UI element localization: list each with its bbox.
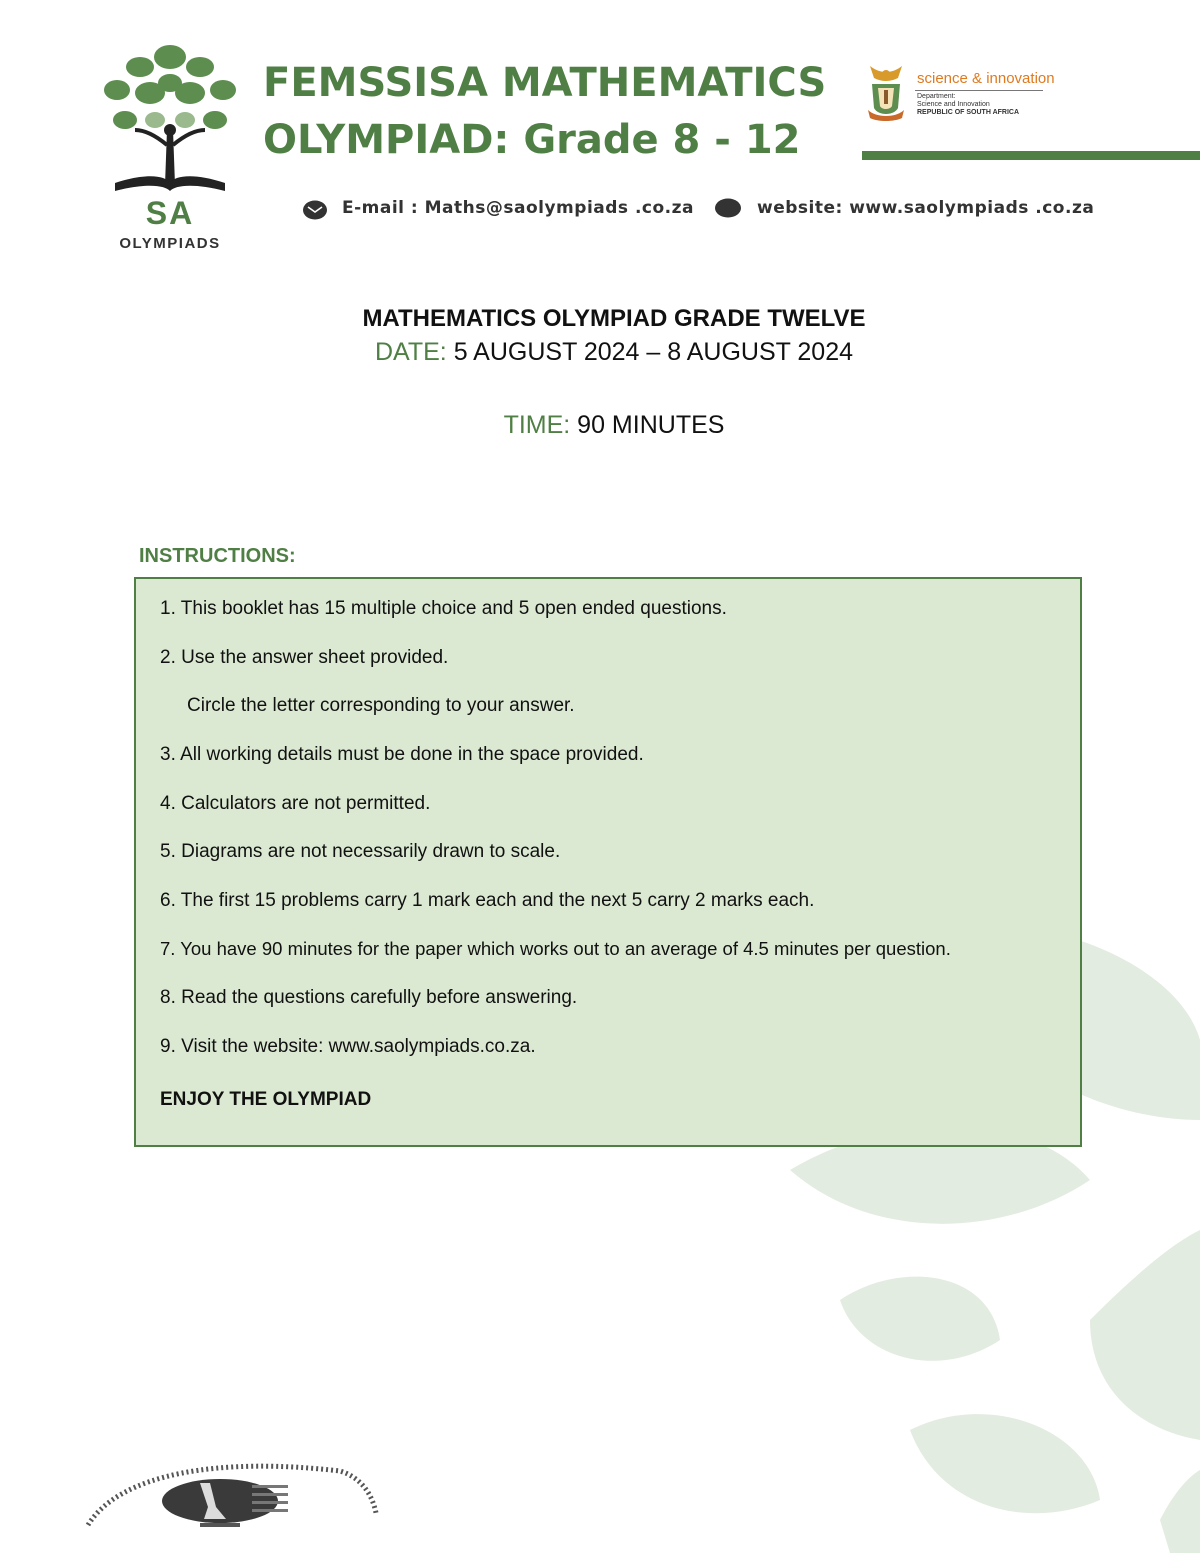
time-value: 90 MINUTES (570, 411, 725, 439)
instruction-item: 7. You have 90 minutes for the paper which works out to an average of 4.5 minutes per question. (160, 938, 951, 959)
header-accent-bar (862, 151, 1200, 160)
logo-sa-text: SA (145, 195, 195, 231)
instruction-item: 9. Visit the website: www.saolympiads.co.za. (160, 1036, 536, 1057)
instructions-box (134, 577, 1082, 1147)
instruction-item: 4. Calculators are not permitted. (160, 793, 431, 814)
website-contact[interactable]: website: www.saolympiads .co.za (757, 198, 1095, 218)
leaf-shape (1160, 1470, 1200, 1553)
footer-emblem-icon (80, 1463, 380, 1533)
tree-icon (95, 35, 245, 195)
email-contact[interactable]: E-mail : Maths@saolympiads .co.za (342, 198, 694, 218)
instruction-item: 5. Diagrams are not necessarily drawn to scale. (160, 841, 561, 862)
leaf-shape (910, 1414, 1100, 1513)
dept-subtitle-1: Department: (917, 93, 956, 100)
instructions-heading: INSTRUCTIONS: (139, 545, 296, 567)
leaf-shape (840, 1277, 1000, 1361)
instruction-item: Circle the letter corresponding to your answer. (187, 695, 575, 716)
logo-olympiads-text: OLYMPIADS (119, 235, 221, 252)
date-value: 5 AUGUST 2024 – 8 AUGUST 2024 (446, 338, 853, 366)
email-icon (302, 200, 328, 220)
sa-olympiads-logo (95, 35, 245, 252)
dept-divider (915, 90, 1043, 91)
exam-time (0, 411, 1200, 440)
exam-date (0, 338, 1200, 367)
department-logo (862, 60, 1062, 130)
instruction-item: 3. All working details must be done in the space provided. (160, 744, 644, 765)
dept-subtitle-2: Science and Innovation (917, 101, 990, 108)
dept-name: science & innovation (917, 70, 1055, 87)
header-title-line-1: FEMSSISA MATHEMATICS (263, 60, 827, 106)
instruction-item: 8. Read the questions carefully before answering. (160, 987, 578, 1008)
leaf-shape (1090, 1230, 1200, 1440)
instructions-closing: ENJOY THE OLYMPIAD (160, 1089, 372, 1110)
exam-title: MATHEMATICS OLYMPIAD GRADE TWELVE (362, 305, 866, 332)
dept-subtitle-3: REPUBLIC OF SOUTH AFRICA (917, 109, 1020, 116)
instruction-item: 6. The first 15 problems carry 1 mark each and the next 5 carry 2 marks each. (160, 890, 815, 911)
instruction-item: 2. Use the answer sheet provided. (160, 647, 449, 668)
instruction-item: 1. This booklet has 15 multiple choice and 5 open ended questions. (160, 598, 727, 619)
header-title-line-2: OLYMPIAD: Grade 8 - 12 (263, 117, 801, 163)
time-label: TIME: (503, 411, 571, 439)
coat-of-arms-icon (862, 60, 910, 124)
date-label: DATE: (374, 338, 447, 366)
globe-icon (714, 198, 742, 218)
